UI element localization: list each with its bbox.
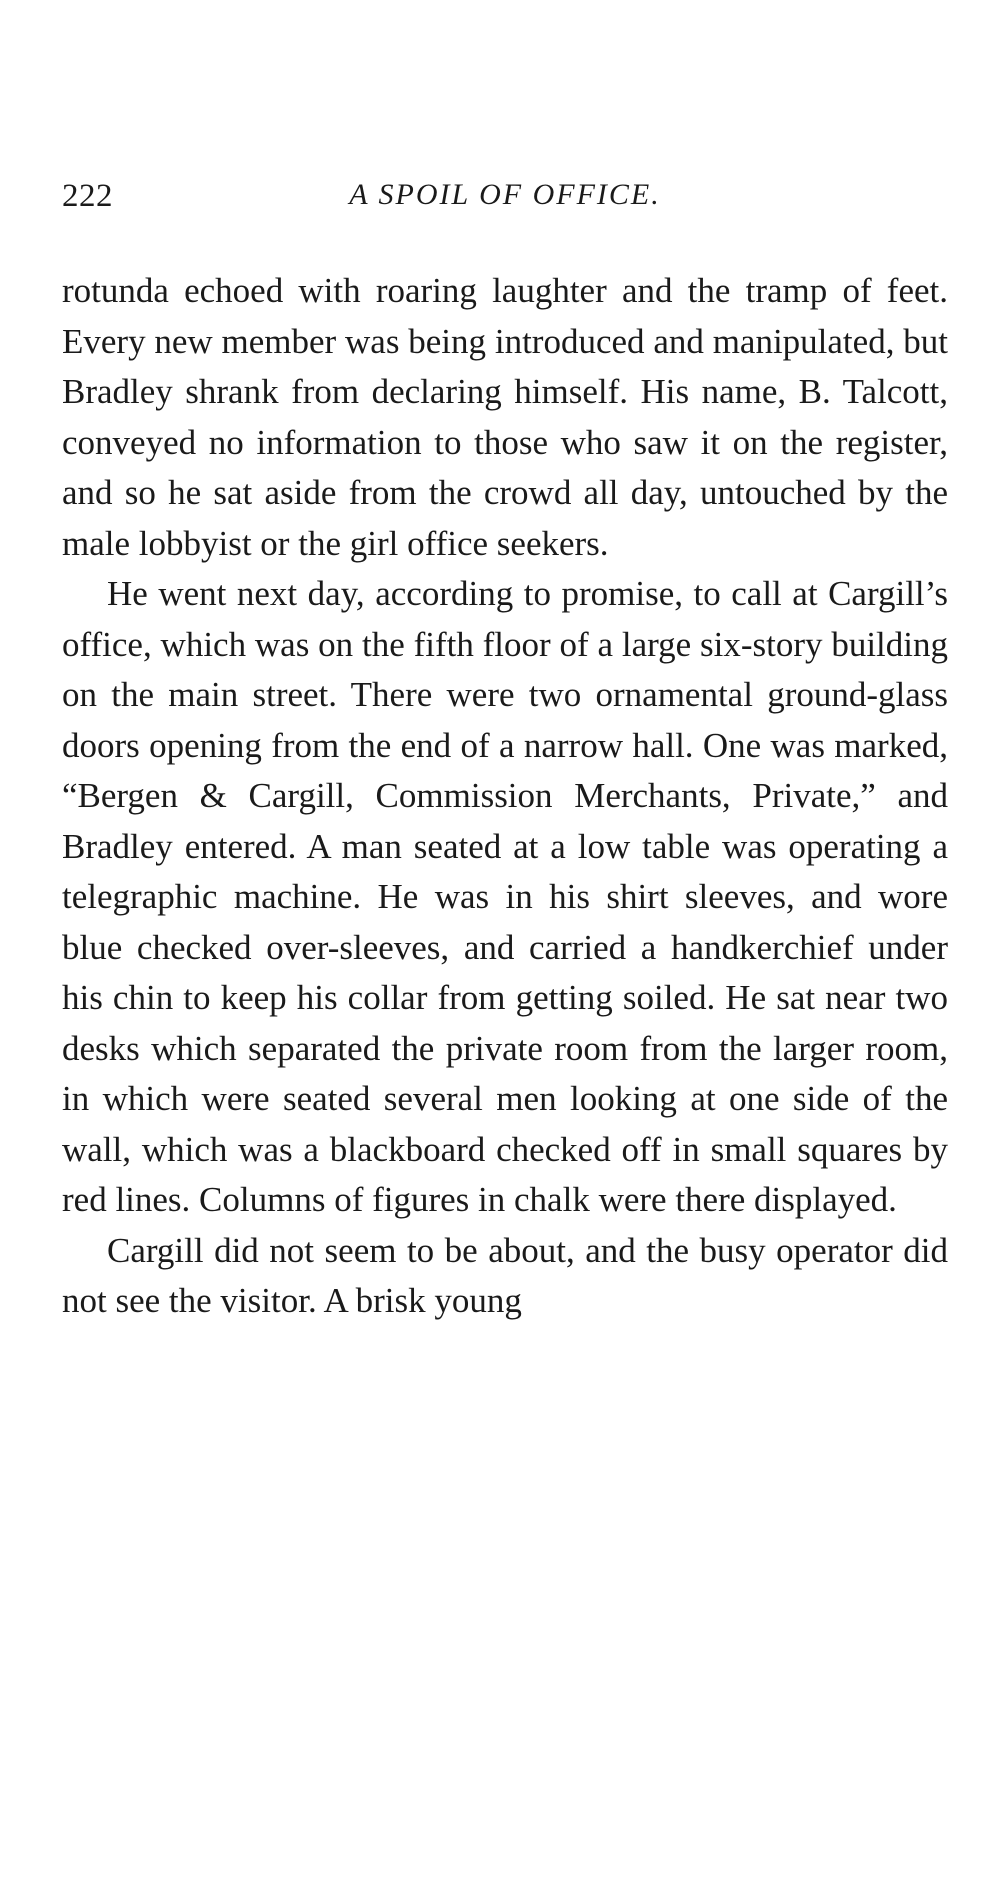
paragraph: Cargill did not seem to be about, and the busy operator did not see the visitor. A brisk young xyxy=(62,1230,948,1320)
paragraph-continued: rotunda echoed with roaring laughter and the tramp of feet. Every new member was being introduced and manipulated, but Bradley shrank from declaring himself. His name, B. Talcott, conveyed no information to those who saw it on the register, and so he sat aside from the crowd all day, untouched by the male lobbyist or the girl office seekers. xyxy=(62,271,948,563)
running-title: A SPOIL OF OFFICE. xyxy=(349,178,661,211)
body-text xyxy=(62,266,948,1327)
page-header xyxy=(62,178,948,228)
paragraph: He went next day, according to promise, to call at Cargill’s office, which was on the fifth floor of a large six-story building on the main street. There were two ornamental ground-glass doors opening from the end of a narrow hall. One was marked, “Bergen & Cargill, Commission Merchants, Private,” and Bradley entered. A man seated at a low table was operating a telegraphic machine. He was in his shirt sleeves, and wore blue checked over-sleeves, and carried a handkerchief under his chin to keep his collar from getting soiled. He sat near two desks which separated the private room from the larger room, in which were seated several men looking at one side of the wall, which was a blackboard checked off in small squares by red lines. Columns of figures in chalk were there displayed. xyxy=(62,574,948,1219)
page-number: 222 xyxy=(62,178,113,214)
